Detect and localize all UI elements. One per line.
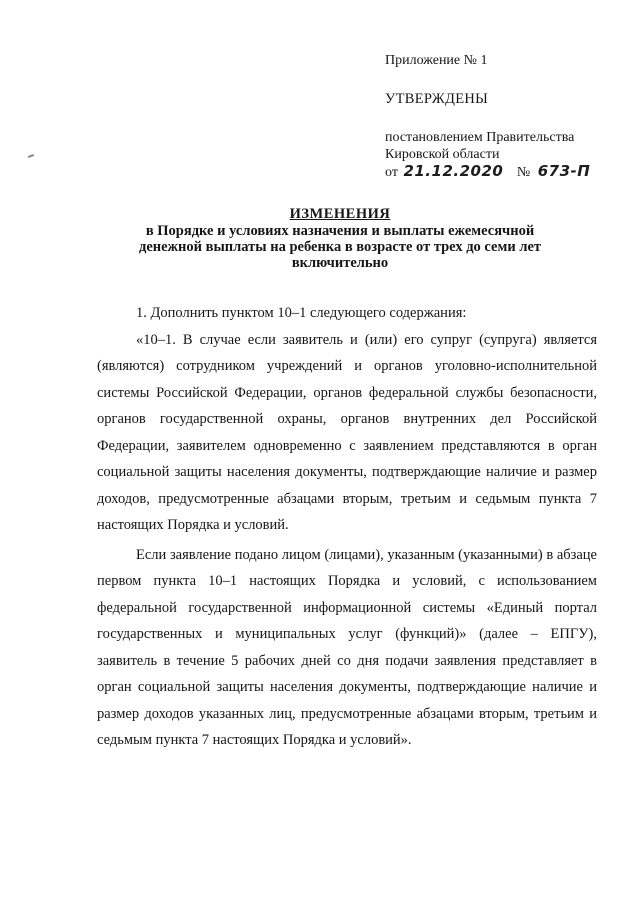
decree-date-number xyxy=(385,163,625,181)
paragraph-3: Если заявление подано лицом (лицами), указанным (указанными) в абзаце первом пункта 10–1 настоящих Порядка и условий, с использованием федеральной государственной информационной системы «Единый портал государственных и муниципальных услуг (функций)» (далее – ЕПГУ), заявитель в течение 5 рабочих дней со дня подачи заявления представляет в орган социальной защиты населения документы, подтверждающие наличие и размер доходов указанных лиц, предусмотренные абзацами вторым, третьим и седьмым пункта 7 настоящих Порядка и условий». xyxy=(97,546,597,748)
date-prefix: от xyxy=(385,165,398,180)
decree-line-1: постановлением Правительства xyxy=(385,130,575,145)
title-main: ИЗМЕНЕНИЯ xyxy=(289,206,391,222)
appendix-number: Приложение № 1 xyxy=(385,53,488,68)
handwritten-number: 673-П xyxy=(537,162,591,180)
decree-line-2: Кировской области xyxy=(385,147,500,162)
decree-reference xyxy=(385,129,625,181)
approved-label: УТВЕРЖДЕНЫ xyxy=(385,91,489,107)
number-sign: № xyxy=(516,165,531,180)
title-line-1: в Порядке и условиях назначения и выплаты ежемесячной xyxy=(145,223,535,239)
handwritten-date: 21.12.2020 xyxy=(403,162,504,180)
paragraph-1: 1. Дополнить пунктом 10–1 следующего содержания: xyxy=(136,305,467,321)
scan-mark xyxy=(28,154,34,158)
document-title xyxy=(80,206,600,271)
approval-block xyxy=(385,52,625,181)
title-line-2: денежной выплаты на ребенка в возрасте от трех до семи лет xyxy=(138,239,542,255)
paragraph-2: «10–1. В случае если заявитель и (или) его супруг (супруга) является (являются) сотрудником учреждений и органов уголовно-исполнительной системы Российской Федерации, органов федеральной службы безопасности, органов государственной охраны, органов внутренних дел Российской Федерации, заявителем одновременно с заявлением представляются в орган социальной защиты населения документы, подтверждающие наличие и размер доходов, предусмотренные абзацами вторым, третьим и седьмым пункта 7 настоящих Порядка и условий. xyxy=(97,331,597,533)
document-body xyxy=(97,300,597,754)
title-line-3: включительно xyxy=(291,255,389,271)
